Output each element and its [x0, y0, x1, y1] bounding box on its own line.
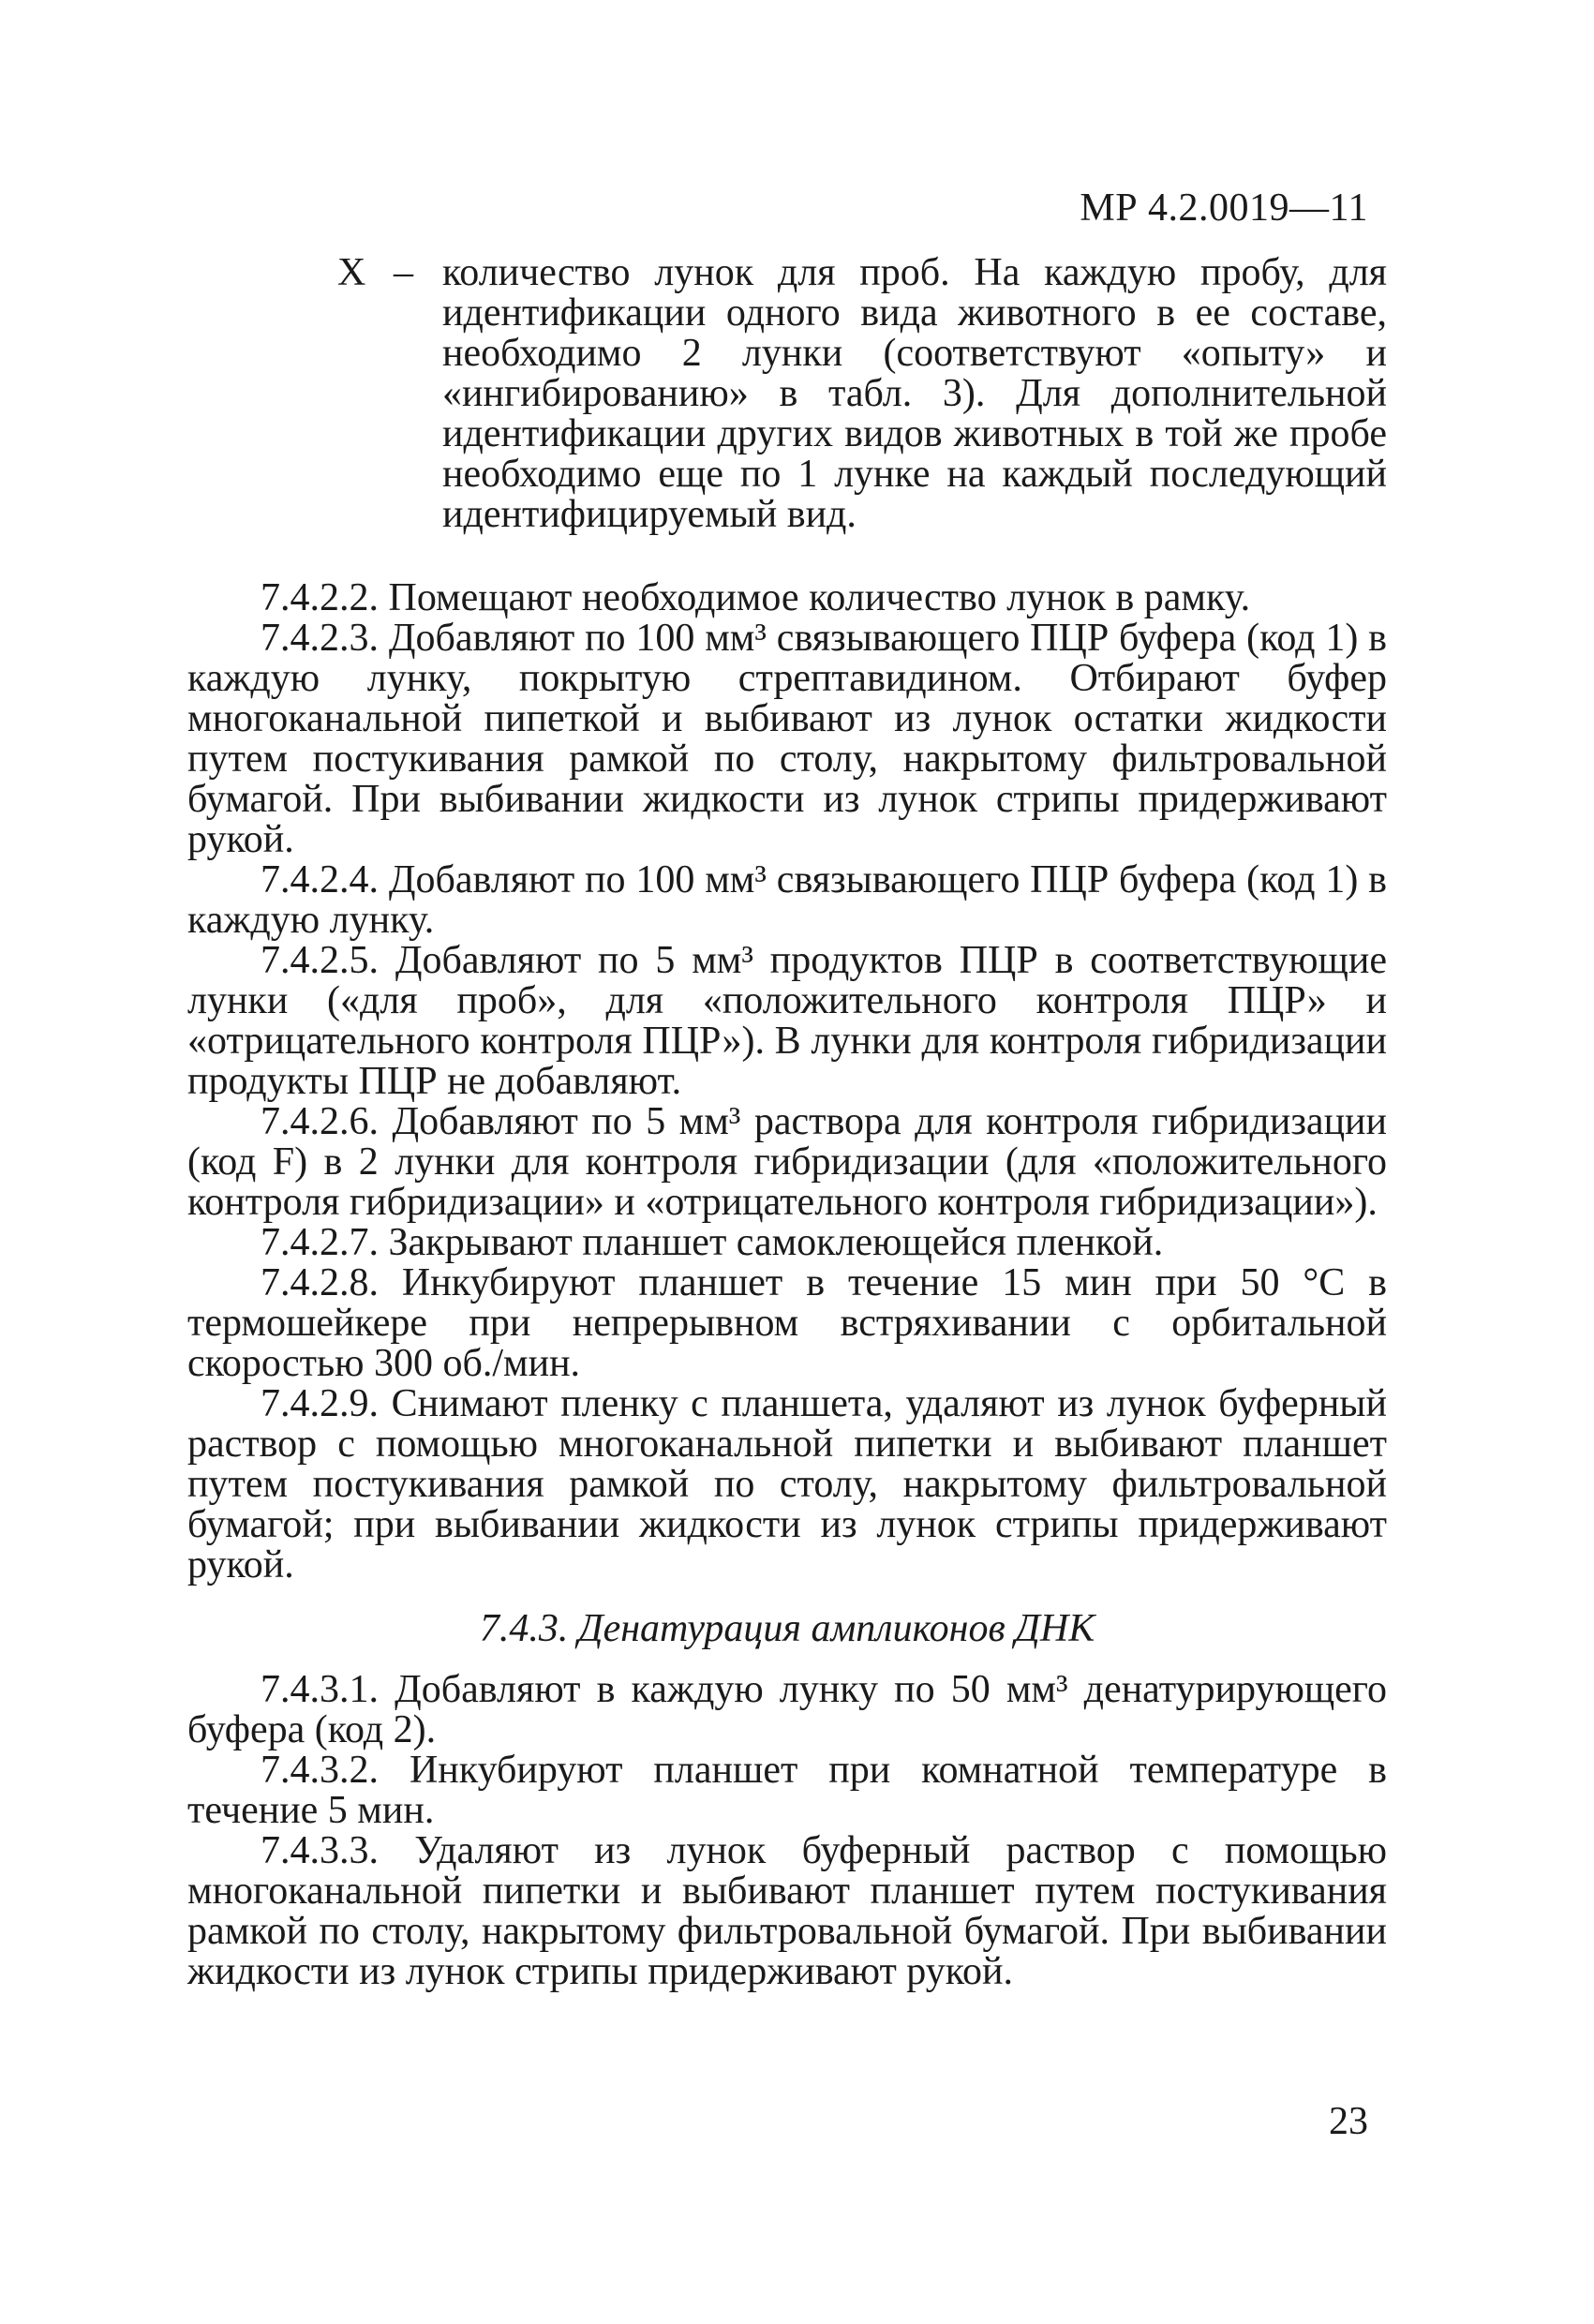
- paragraph-7-4-2-3: 7.4.2.3. Добавляют по 100 мм³ связывающего ПЦР буфера (код 1) в каждую лунку, покрытую стрептавидином. Отбирают буфер многоканальной пипеткой и выбивают из лунок остатки жидкости путем постукивания рамкой по столу, накрытому фильтровальной бумагой. При выбивании жидкости из лунок стрипы придерживают рукой.: [187, 617, 1387, 861]
- body-text: [187, 578, 1387, 1992]
- section-heading: 7.4.3. Денатурация ампликонов ДНК: [479, 1607, 1095, 1650]
- definition-text: количество лунок для проб. На каждую пробу, для идентификации одного вида животного в ее составе, необходимо 2 лунки (соответствуют «опыту» и «ингибированию» в табл. 3). Для дополнительной идентификации других видов животных в той же пробе необходимо еще по 1 лунке на каждый последующий идентифицируемый вид.: [442, 251, 1387, 536]
- paragraph-7-4-2-2: 7.4.2.2. Помещают необходимое количество лунок в рамку.: [261, 576, 1251, 619]
- definition-symbol: X: [337, 251, 366, 294]
- paragraph-7-4-3-2: 7.4.3.2. Инкубируют планшет при комнатной температуре в течение 5 мин.: [187, 1749, 1387, 1832]
- paragraph-7-4-2-4: 7.4.2.4. Добавляют по 100 мм³ связывающего ПЦР буфера (код 1) в каждую лунку.: [187, 858, 1387, 942]
- paragraph-7-4-3-3: 7.4.3.3. Удаляют из лунок буферный раствор с помощью многоканальной пипетки и выбивают планшет путем постукивания рамкой по столу, накрытому фильтровальной бумагой. При выбивании жидкости из лунок стрипы придерживают рукой.: [187, 1829, 1387, 1993]
- page-number: 23: [1329, 2100, 1368, 2143]
- paragraph-7-4-2-7: 7.4.2.7. Закрывают планшет самоклеющейся пленкой.: [261, 1221, 1164, 1264]
- paragraph-7-4-3-1: 7.4.3.1. Добавляют в каждую лунку по 50 мм³ денатурирующего буфера (код 2).: [187, 1668, 1387, 1751]
- definition-dash: –: [394, 251, 413, 294]
- document-code: МР 4.2.0019—11: [1080, 186, 1368, 230]
- paragraph-7-4-2-9: 7.4.2.9. Снимают пленку с планшета, удаляют из лунок буферный раствор с помощью многоканальной пипетки и выбивают планшет путем постукивания рамкой по столу, накрытому фильтровальной бумагой; при выбивании жидкости из лунок стрипы придерживают рукой.: [187, 1382, 1387, 1587]
- paragraph-7-4-2-5: 7.4.2.5. Добавляют по 5 мм³ продуктов ПЦР в соответствующие лунки («для проб», для «положительного контроля ПЦР» и «отрицательного контроля ПЦР»). В лунки для контроля гибридизации продукты ПЦР не добавляют.: [187, 939, 1387, 1103]
- paragraph-7-4-2-8: 7.4.2.8. Инкубируют планшет в течение 15 мин при 50 °С в термошейкере при непрерывном встряхивании с орбитальной скоростью 300 об./мин.: [187, 1261, 1387, 1385]
- paragraph-7-4-2-6: 7.4.2.6. Добавляют по 5 мм³ раствора для контроля гибридизации (код F) в 2 лунки для контроля гибридизации (для «положительного контроля гибридизации» и «отрицательного контроля гибридизации»).: [187, 1100, 1387, 1224]
